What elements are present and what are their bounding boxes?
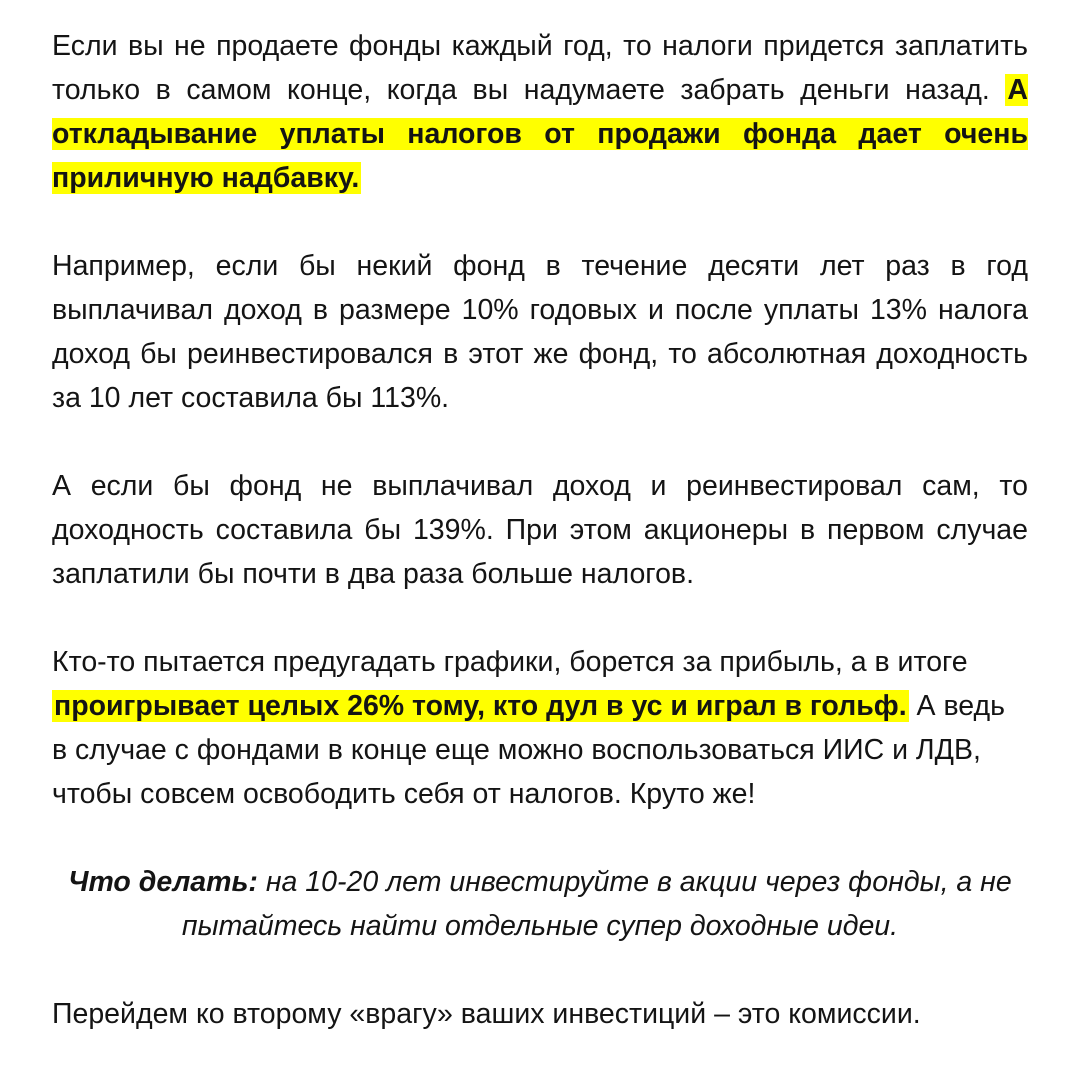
- paragraph-tax-deferral: [52, 24, 1028, 200]
- advice-text: на 10-20 лет инвестируйте в акции через фонды, а не пытайтесь найти отдельные супер доходные идеи.: [181, 866, 1012, 942]
- highlighted-text: А откладывание уплаты налогов от продажи фонда дает очень приличную надбавку.: [52, 74, 1028, 194]
- paragraph-text: А если бы фонд не выплачивал доход и реинвестировал сам, то доходность составила бы 139%. При этом акционеры в первом случае заплатили бы почти в два раза больше налогов.: [52, 470, 1028, 590]
- advice-block: [52, 860, 1028, 948]
- document-page: [52, 24, 1028, 1036]
- paragraph-text: Например, если бы некий фонд в течение десяти лет раз в год выплачивал доход в размере 10% годовых и после уплаты 13% налога доход бы реинвестировался в этот же фонд, то абсолютная доходность за 10 лет составила бы 113%.: [52, 250, 1028, 414]
- paragraph-example-dividend: [52, 244, 1028, 420]
- highlighted-text: проигрывает целых 26% тому, кто дул в ус и играл в гольф.: [54, 690, 907, 722]
- paragraph-example-reinvest: [52, 464, 1028, 596]
- paragraph-conclusion: [52, 640, 1028, 816]
- paragraph-text: Перейдем ко второму «врагу» ваших инвестиций – это комиссии.: [52, 998, 921, 1030]
- paragraph-text: Если вы не продаете фонды каждый год, то налоги придется заплатить только в самом конце, когда вы надумаете забрать деньги назад.: [52, 30, 1028, 106]
- advice-label: Что делать:: [68, 866, 258, 898]
- paragraph-text: Кто-то пытается предугадать графики, борется за прибыль, а в итоге: [52, 646, 968, 678]
- paragraph-next-topic: [52, 992, 1028, 1036]
- paragraph-text: А ведь в случае с фондами в конце еще можно воспользоваться ИИС и ЛДВ, чтобы совсем освободить себя от налогов. Круто же!: [52, 690, 1005, 810]
